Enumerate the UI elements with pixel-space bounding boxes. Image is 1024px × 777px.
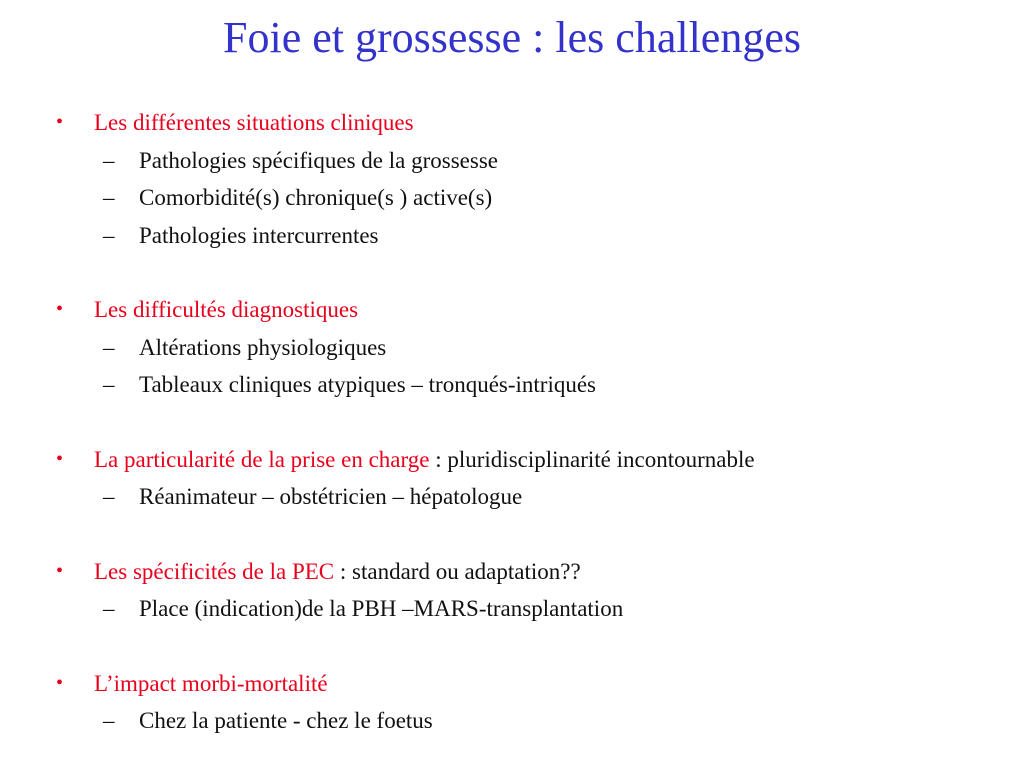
bullet-text — [94, 441, 755, 479]
sub-item-text: Place (indication)de la PBH –MARS-transplantation — [139, 596, 624, 621]
bullet-heading: Les spécificités de la PEC — [94, 558, 335, 584]
bullet-heading: Les différentes situations cliniques — [94, 110, 414, 135]
sub-item — [0, 217, 1024, 255]
sub-item — [0, 142, 1024, 180]
dash-icon: – — [103, 147, 115, 173]
bullet-text — [94, 104, 414, 142]
sub-item — [0, 329, 1024, 367]
sub-item-text: Tableaux cliniques atypiques – tronqués-intriqués — [139, 372, 597, 397]
sub-item-text: Altérations physiologiques — [139, 334, 387, 360]
bullet-suffix: : standard ou adaptation?? — [334, 558, 581, 584]
bullet-dot-icon: • — [56, 671, 64, 694]
dash-icon: – — [103, 596, 115, 621]
bullet-text — [94, 553, 581, 591]
sub-item-text: Comorbidité(s) chronique(s ) active(s) — [139, 185, 493, 210]
bullet-item — [0, 104, 1024, 142]
sub-item-text: Pathologies spécifiques de la grossesse — [139, 147, 498, 173]
bullet-item — [0, 553, 1024, 591]
dash-icon: – — [103, 185, 115, 210]
bullet-text — [94, 291, 358, 329]
bullet-item — [0, 665, 1024, 703]
section-5 — [0, 665, 1024, 740]
bullet-item — [0, 441, 1024, 479]
sub-item-text: Pathologies intercurrentes — [139, 222, 379, 248]
sub-item-text: Réanimateur – obstétricien – hépatologue — [139, 484, 523, 509]
dash-icon: – — [103, 484, 115, 509]
dash-icon: – — [103, 222, 115, 248]
bullet-dot-icon: • — [56, 298, 64, 320]
section-2 — [0, 291, 1024, 404]
section-1 — [0, 104, 1024, 254]
bullet-dot-icon: • — [56, 447, 64, 470]
sub-item-text: Chez la patiente - chez le foetus — [139, 708, 433, 733]
bullet-heading: La particularité de la prise en charge — [94, 446, 430, 472]
bullet-text — [94, 665, 328, 703]
bullet-suffix: : pluridisciplinarité incontournable — [429, 446, 755, 472]
slide-body — [0, 104, 1024, 777]
bullet-heading: Les difficultés diagnostiques — [94, 297, 359, 322]
sub-item — [0, 702, 1024, 740]
sub-item — [0, 478, 1024, 516]
bullet-item — [0, 291, 1024, 329]
sub-item — [0, 366, 1024, 404]
dash-icon: – — [103, 708, 115, 733]
dash-icon: – — [103, 334, 115, 360]
bullet-dot-icon: • — [56, 559, 64, 582]
bullet-heading: L’impact morbi-mortalité — [94, 670, 328, 696]
slide-title: Foie et grossesse : les challenges — [223, 13, 801, 62]
sub-item — [0, 179, 1024, 217]
bullet-dot-icon: • — [56, 111, 64, 133]
sub-item — [0, 590, 1024, 628]
section-4 — [0, 553, 1024, 628]
section-3 — [0, 441, 1024, 516]
dash-icon: – — [103, 372, 115, 397]
